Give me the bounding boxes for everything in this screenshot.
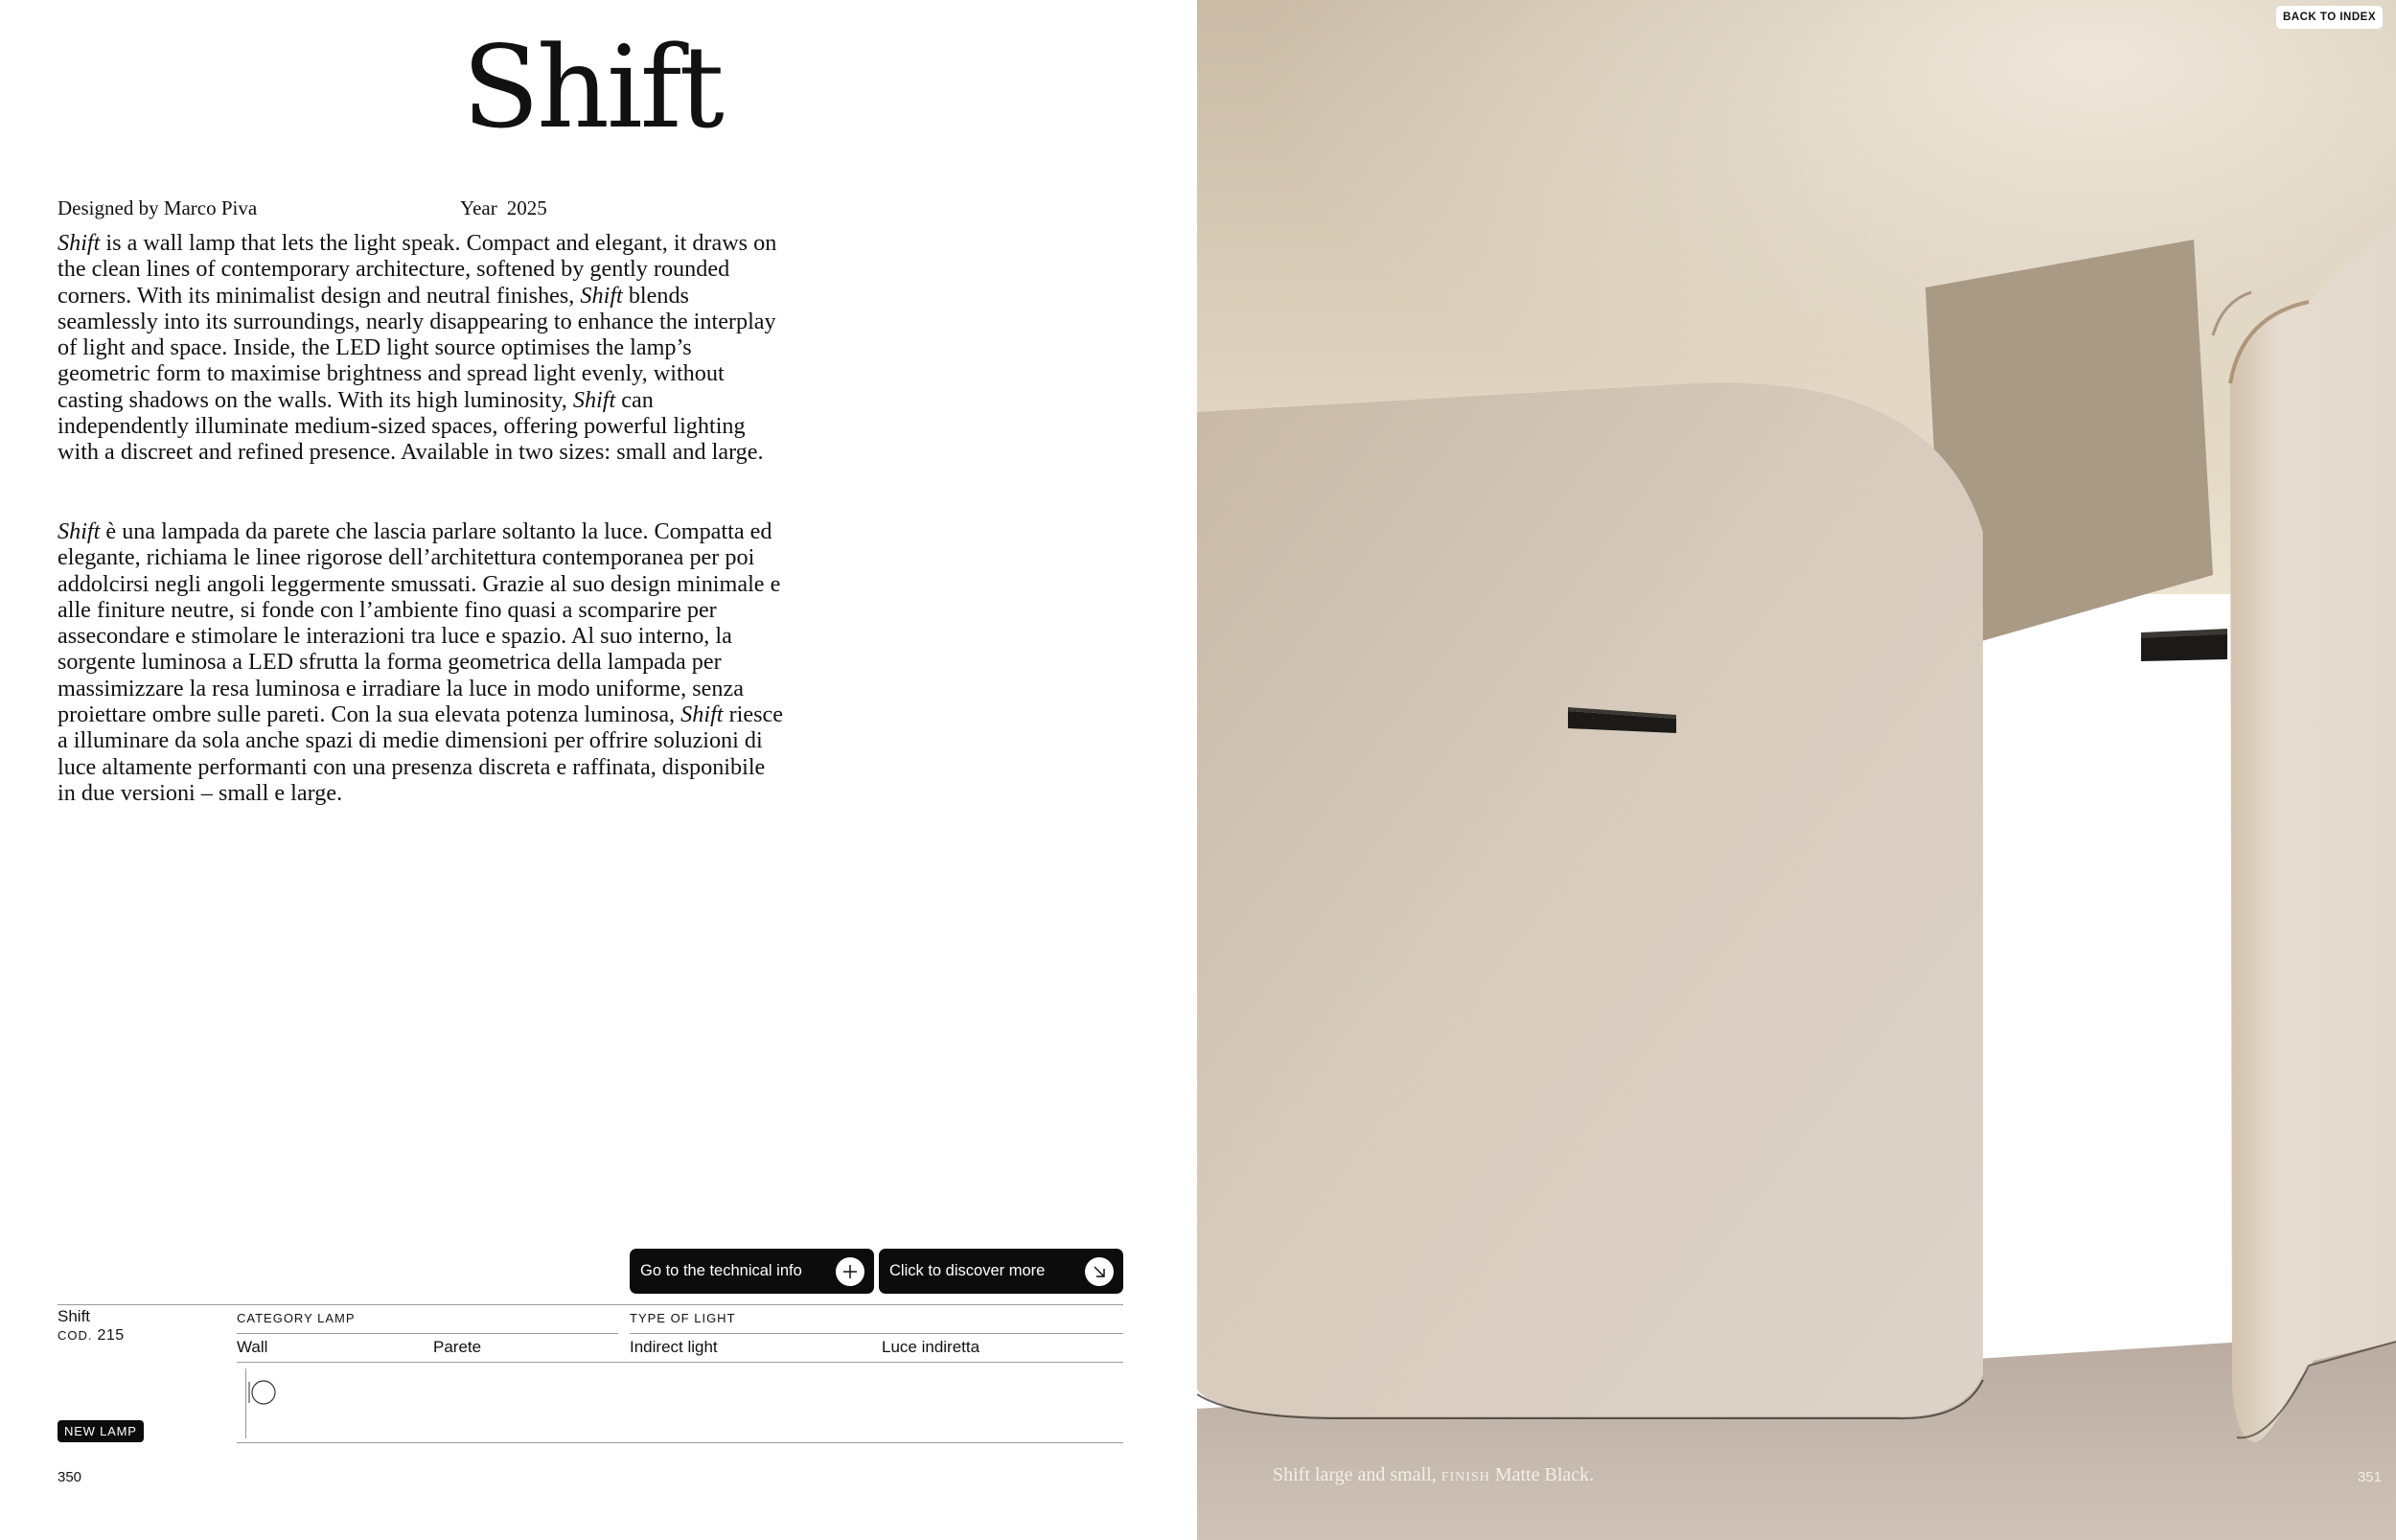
light-type-header: TYPE OF LIGHT xyxy=(630,1311,736,1325)
divider xyxy=(237,1362,1123,1363)
category-header: CATEGORY LAMP xyxy=(237,1311,356,1325)
description-text: riesce a illuminare da sola anche spazi di medie dimensioni per offrire soluzioni di luce altamente performanti con una presenza discreta e raffinata, disponibile in due versioni – small e large. xyxy=(58,701,783,806)
description-english xyxy=(58,230,786,466)
caption-text: Matte Black. xyxy=(1489,1464,1595,1485)
category-english: Wall xyxy=(237,1338,268,1356)
divider xyxy=(237,1442,1123,1443)
caption-text: Shift large and small, xyxy=(1273,1464,1441,1485)
code-value: 215 xyxy=(97,1327,125,1344)
description-text: can independently illuminate medium-sized spaces, offering powerful lighting with a discreet and refined presence. Available in two sizes: small and large. xyxy=(58,386,764,466)
year-info xyxy=(460,196,547,220)
page-number-left: 350 xyxy=(58,1469,82,1485)
product-name-italic: Shift xyxy=(680,701,724,728)
code-label: COD. xyxy=(58,1328,93,1343)
divider xyxy=(630,1333,1123,1334)
page-number-right: 351 xyxy=(2357,1469,2382,1485)
designer-credit: Designed by Marco Piva xyxy=(58,196,258,219)
technical-info-button[interactable] xyxy=(630,1249,874,1294)
category-italian: Parete xyxy=(433,1338,482,1356)
photo-caption xyxy=(1273,1464,1594,1486)
right-page xyxy=(1197,0,2396,1540)
page-title: Shift xyxy=(462,21,722,153)
spec-product-code xyxy=(58,1327,125,1345)
description-text: è una lampada da parete che lascia parlare soltanto la luce. Compatta ed elegante, richiama le linee rigorose dell’architettura contemporanea per poi addolcirsi negli angoli leggermente smussati. Grazie al suo design minimale e alle finiture neutre, si fonde con l’ambiente fino quasi a scomparire per assecondare e stimolare le interazioni tra luce e spazio. Al suo interno, la sorgente luminosa a LED sfrutta la forma geometrica della lampada per massimizzare la resa luminosa e irradiare la luce in modo uniforme, senza proiettare ombre sulle pareti. Con la sua elevata potenza luminosa, xyxy=(58,518,781,728)
new-lamp-badge: NEW LAMP xyxy=(58,1420,144,1442)
back-to-index-button[interactable]: BACK TO INDEX xyxy=(2276,6,2383,29)
divider xyxy=(58,1304,1123,1305)
wall-lamp-right xyxy=(2141,629,2227,661)
divider xyxy=(237,1333,618,1334)
discover-more-button[interactable] xyxy=(879,1249,1123,1294)
product-name-italic: Shift xyxy=(572,386,616,413)
product-name-italic: Shift xyxy=(580,282,623,309)
caption-finish-label: FINISH xyxy=(1440,1470,1490,1484)
product-name-italic: Shift xyxy=(58,230,101,256)
year-label: Year xyxy=(460,196,497,219)
description-text: is a wall lamp that lets the light speak. Compact and elegant, it draws on the clean lines of contemporary architecture, softened by gently rounded corners. With its minimalist design and neutral finishes, xyxy=(58,230,777,309)
left-page xyxy=(0,0,1197,1540)
interior-photo xyxy=(1197,0,2396,1540)
description-italian xyxy=(58,518,786,806)
year-value: 2025 xyxy=(506,196,547,219)
icon-divider xyxy=(245,1368,246,1438)
technical-info-label: Go to the technical info xyxy=(640,1262,802,1279)
wall-lamp-icon xyxy=(247,1378,280,1412)
product-name-italic: Shift xyxy=(58,518,101,544)
plus-icon xyxy=(836,1257,864,1286)
description-text: blends seamlessly into its surroundings, nearly disappearing to enhance the interplay of light and space. Inside, the LED light source optimises the lamp’s geometric form to maximise brightness and spread light evenly, without casting shadows on the walls. With its high luminosity, xyxy=(58,282,776,413)
discover-more-label: Click to discover more xyxy=(889,1262,1046,1279)
light-type-english: Indirect light xyxy=(630,1338,718,1356)
arrow-down-right-icon xyxy=(1085,1257,1114,1286)
light-type-italian: Luce indiretta xyxy=(882,1338,980,1356)
spec-product-name: Shift xyxy=(58,1307,91,1325)
